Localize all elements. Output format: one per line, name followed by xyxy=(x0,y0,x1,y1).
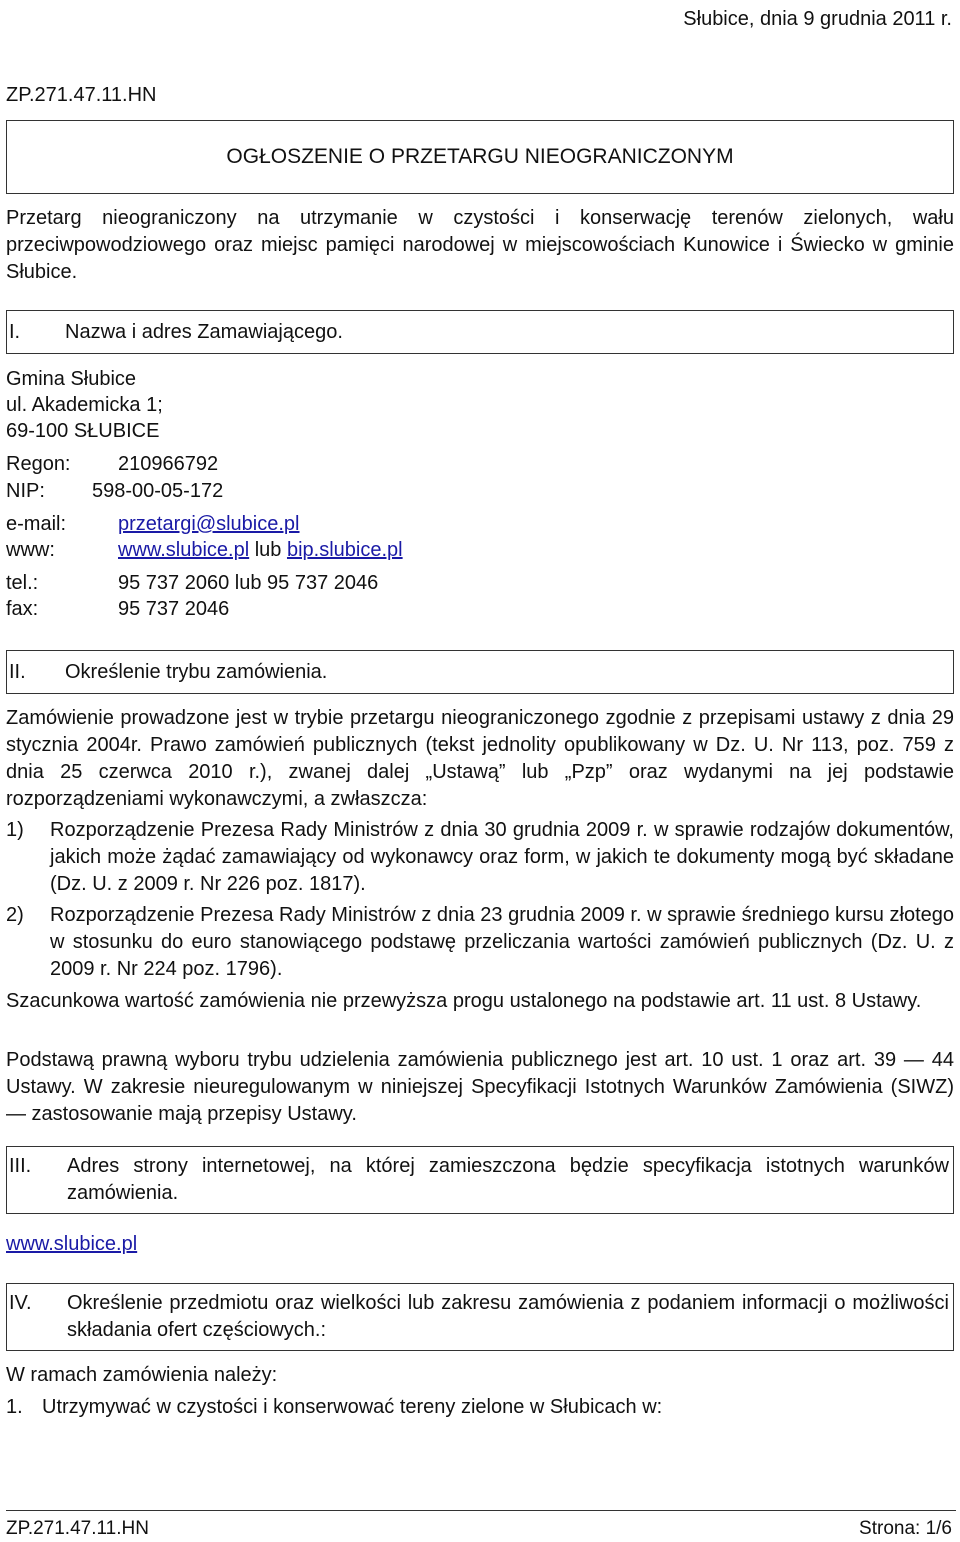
email-label: e-mail: xyxy=(6,513,67,535)
list-item xyxy=(6,902,954,983)
tel-label: tel.: xyxy=(6,572,39,594)
section-2-heading xyxy=(6,650,954,694)
section-title: Określenie przedmiotu oraz wielkości lub zakresu zamówienia z podaniem informacji o możliwości składania ofert częściowych.: xyxy=(67,1292,949,1341)
section-3-heading xyxy=(6,1146,954,1214)
regon-row xyxy=(6,451,218,478)
reference-number: ZP.271.47.11.HN xyxy=(6,84,157,106)
www-row xyxy=(6,537,403,564)
list-number: 1) xyxy=(6,819,24,841)
page-number: Strona: 1/6 xyxy=(859,1518,952,1539)
www-label: www: xyxy=(6,539,55,561)
section-1-heading xyxy=(6,310,954,354)
fax-value: 95 737 2046 xyxy=(118,598,230,620)
document-title: OGŁOSZENIE O PRZETARGU NIEOGRANICZONYM xyxy=(6,120,954,194)
regon-value: 210966792 xyxy=(118,453,219,475)
tel-row xyxy=(6,570,378,597)
footer-divider xyxy=(6,1510,956,1511)
regon-label: Regon: xyxy=(6,453,71,475)
list-number: 2) xyxy=(6,904,24,926)
section-number: IV. xyxy=(9,1292,32,1314)
fax-label: fax: xyxy=(6,598,39,620)
website-link[interactable]: www.slubice.pl xyxy=(6,1233,138,1255)
list-text: Utrzymywać w czystości i konserwować tereny zielone w Słubicach w: xyxy=(42,1396,663,1418)
email-row xyxy=(6,511,300,538)
nip-label: NIP: xyxy=(6,480,45,502)
list-number: 1. xyxy=(6,1396,23,1418)
section-3-website xyxy=(6,1231,137,1258)
www-link[interactable]: www.slubice.pl xyxy=(118,539,250,561)
intro-paragraph: Przetarg nieograniczony na utrzymanie w czystości i konserwację terenów zielonych, wału przeciwpowodziowego oraz miejsc pamięci narodowej w miejscowościach Kunowice i Świecko w gminie Słubice. xyxy=(6,207,954,283)
www-separator: lub xyxy=(249,539,287,561)
tel-value: 95 737 2060 lub 95 737 2046 xyxy=(118,572,379,594)
org-street: ul. Akademicka 1; xyxy=(6,394,163,416)
nip-row xyxy=(6,478,223,505)
fax-row xyxy=(6,596,229,623)
footer-reference: ZP.271.47.11.HN xyxy=(6,1518,149,1539)
section-2-paragraph: Zamówienie prowadzone jest w trybie przetargu nieograniczonego zgodnie z przepisami ustawy z dnia 29 stycznia 2004r. Prawo zamówień publicznych (tekst jednolity opublikowany w Dz. U. Nr 113, poz. 759 z dnia 25 czerwca 2010 r.), zwanej dalej „Ustawą” lub „Pzp” oraz wydanymi na jej podstawie rozporządzeniami wykonawczymi, a zwłaszcza: xyxy=(6,707,954,810)
bip-link[interactable]: bip.slubice.pl xyxy=(286,539,403,561)
section-number: III. xyxy=(9,1155,32,1177)
section-4-paragraph: W ramach zamówienia należy: xyxy=(6,1364,278,1386)
list-text: Rozporządzenie Prezesa Rady Ministrów z dnia 30 grudnia 2009 r. w sprawie rodzajów dokumentów, jakich może żądać zamawiający od wykonawcy oraz form, w jakich te dokumenty mogą być składane (Dz. U. z 2009 r. Nr 226 poz. 1817). xyxy=(50,819,954,895)
list-item xyxy=(6,817,954,898)
section-4-heading xyxy=(6,1283,954,1351)
section-title: Nazwa i adres Zamawiającego. xyxy=(65,321,343,343)
list-text: Rozporządzenie Prezesa Rady Ministrów z dnia 23 grudnia 2009 r. w sprawie średniego kursu złotego w stosunku do euro stanowiącego podstawę przeliczania wartości zamówień publicznych (Dz. U. z 2009 r. Nr 224 poz. 1796). xyxy=(50,904,954,980)
org-name: Gmina Słubice xyxy=(6,368,137,390)
section-2-legal-paragraph: Podstawą prawną wyboru trybu udzielenia zamówienia publicznego jest art. 10 ust. 1 oraz art. 39 — 44 Ustawy. W zakresie nieuregulowanym w niniejszej Specyfikacji Istotnych Warunków Zamówienia (SIWZ) — zastosowanie mają przepisy Ustawy. xyxy=(6,1049,954,1125)
section-title: Określenie trybu zamówienia. xyxy=(65,661,328,683)
section-title: Adres strony internetowej, na której zamieszczona będzie specyfikacja istotnych warunków zamówienia. xyxy=(67,1155,949,1204)
section-4-item xyxy=(6,1394,662,1421)
section-2-value-paragraph: Szacunkowa wartość zamówienia nie przewyższa progu ustalonego na podstawie art. 11 ust. 8 Ustawy. xyxy=(6,990,922,1012)
section-number: I. xyxy=(9,321,21,343)
section-number: II. xyxy=(9,661,26,683)
email-link[interactable]: przetargi@slubice.pl xyxy=(118,513,300,535)
org-city: 69-100 SŁUBICE xyxy=(6,420,160,442)
document-date: Słubice, dnia 9 grudnia 2011 r. xyxy=(683,8,952,30)
nip-value: 598-00-05-172 xyxy=(92,480,224,502)
